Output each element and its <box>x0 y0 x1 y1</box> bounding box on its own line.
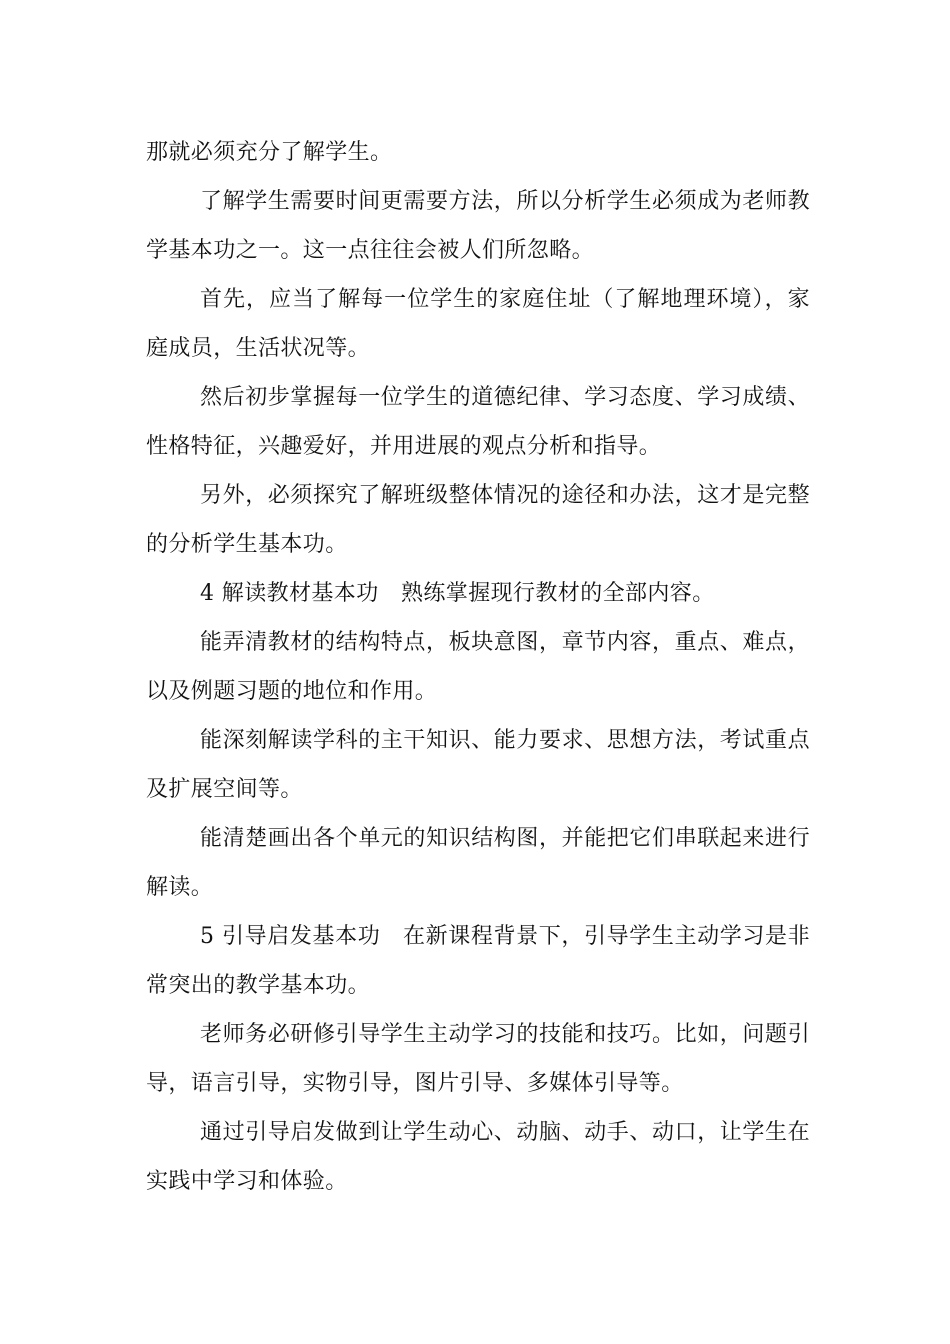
body-text <box>146 128 810 1206</box>
paragraph: 能弄清教材的结构特点，板块意图，章节内容，重点、难点，以及例题习题的地位和作用。 <box>146 630 810 704</box>
paragraph: 首先，应当了解每一位学生的家庭住址（了解地理环境），家庭成员，生活状况等。 <box>146 287 810 361</box>
paragraph: 通过引导启发做到让学生动心、动脑、动手、动口，让学生在实践中学习和体验。 <box>146 1120 810 1194</box>
paragraph: 了解学生需要时间更需要方法，所以分析学生必须成为老师教学基本功之一。这一点往往会被人们所忽略。 <box>146 189 810 263</box>
paragraph: 然后初步掌握每一位学生的道德纪律、学习态度、学习成绩、性格特征，兴趣爱好，并用进展的观点分析和指导。 <box>146 385 810 459</box>
paragraph: 能深刻解读学科的主干知识、能力要求、思想方法，考试重点及扩展空间等。 <box>146 728 810 802</box>
paragraph: 老师务必研修引导学生主动学习的技能和技巧。比如，问题引导，语言引导，实物引导，图片引导、多媒体引导等。 <box>146 1022 810 1096</box>
paragraph: 那就必须充分了解学生。 <box>146 140 393 165</box>
section-heading-paragraph: 4 解读教材基本功 熟练掌握现行教材的全部内容。 <box>200 581 715 606</box>
section-heading-paragraph: 5 引导启发基本功 在新课程背景下，引导学生主动学习是非常突出的教学基本功。 <box>146 924 810 998</box>
paragraph: 另外，必须探究了解班级整体情况的途径和办法，这才是完整的分析学生基本功。 <box>146 483 810 557</box>
paragraph: 能清楚画出各个单元的知识结构图，并能把它们串联起来进行解读。 <box>146 826 810 900</box>
